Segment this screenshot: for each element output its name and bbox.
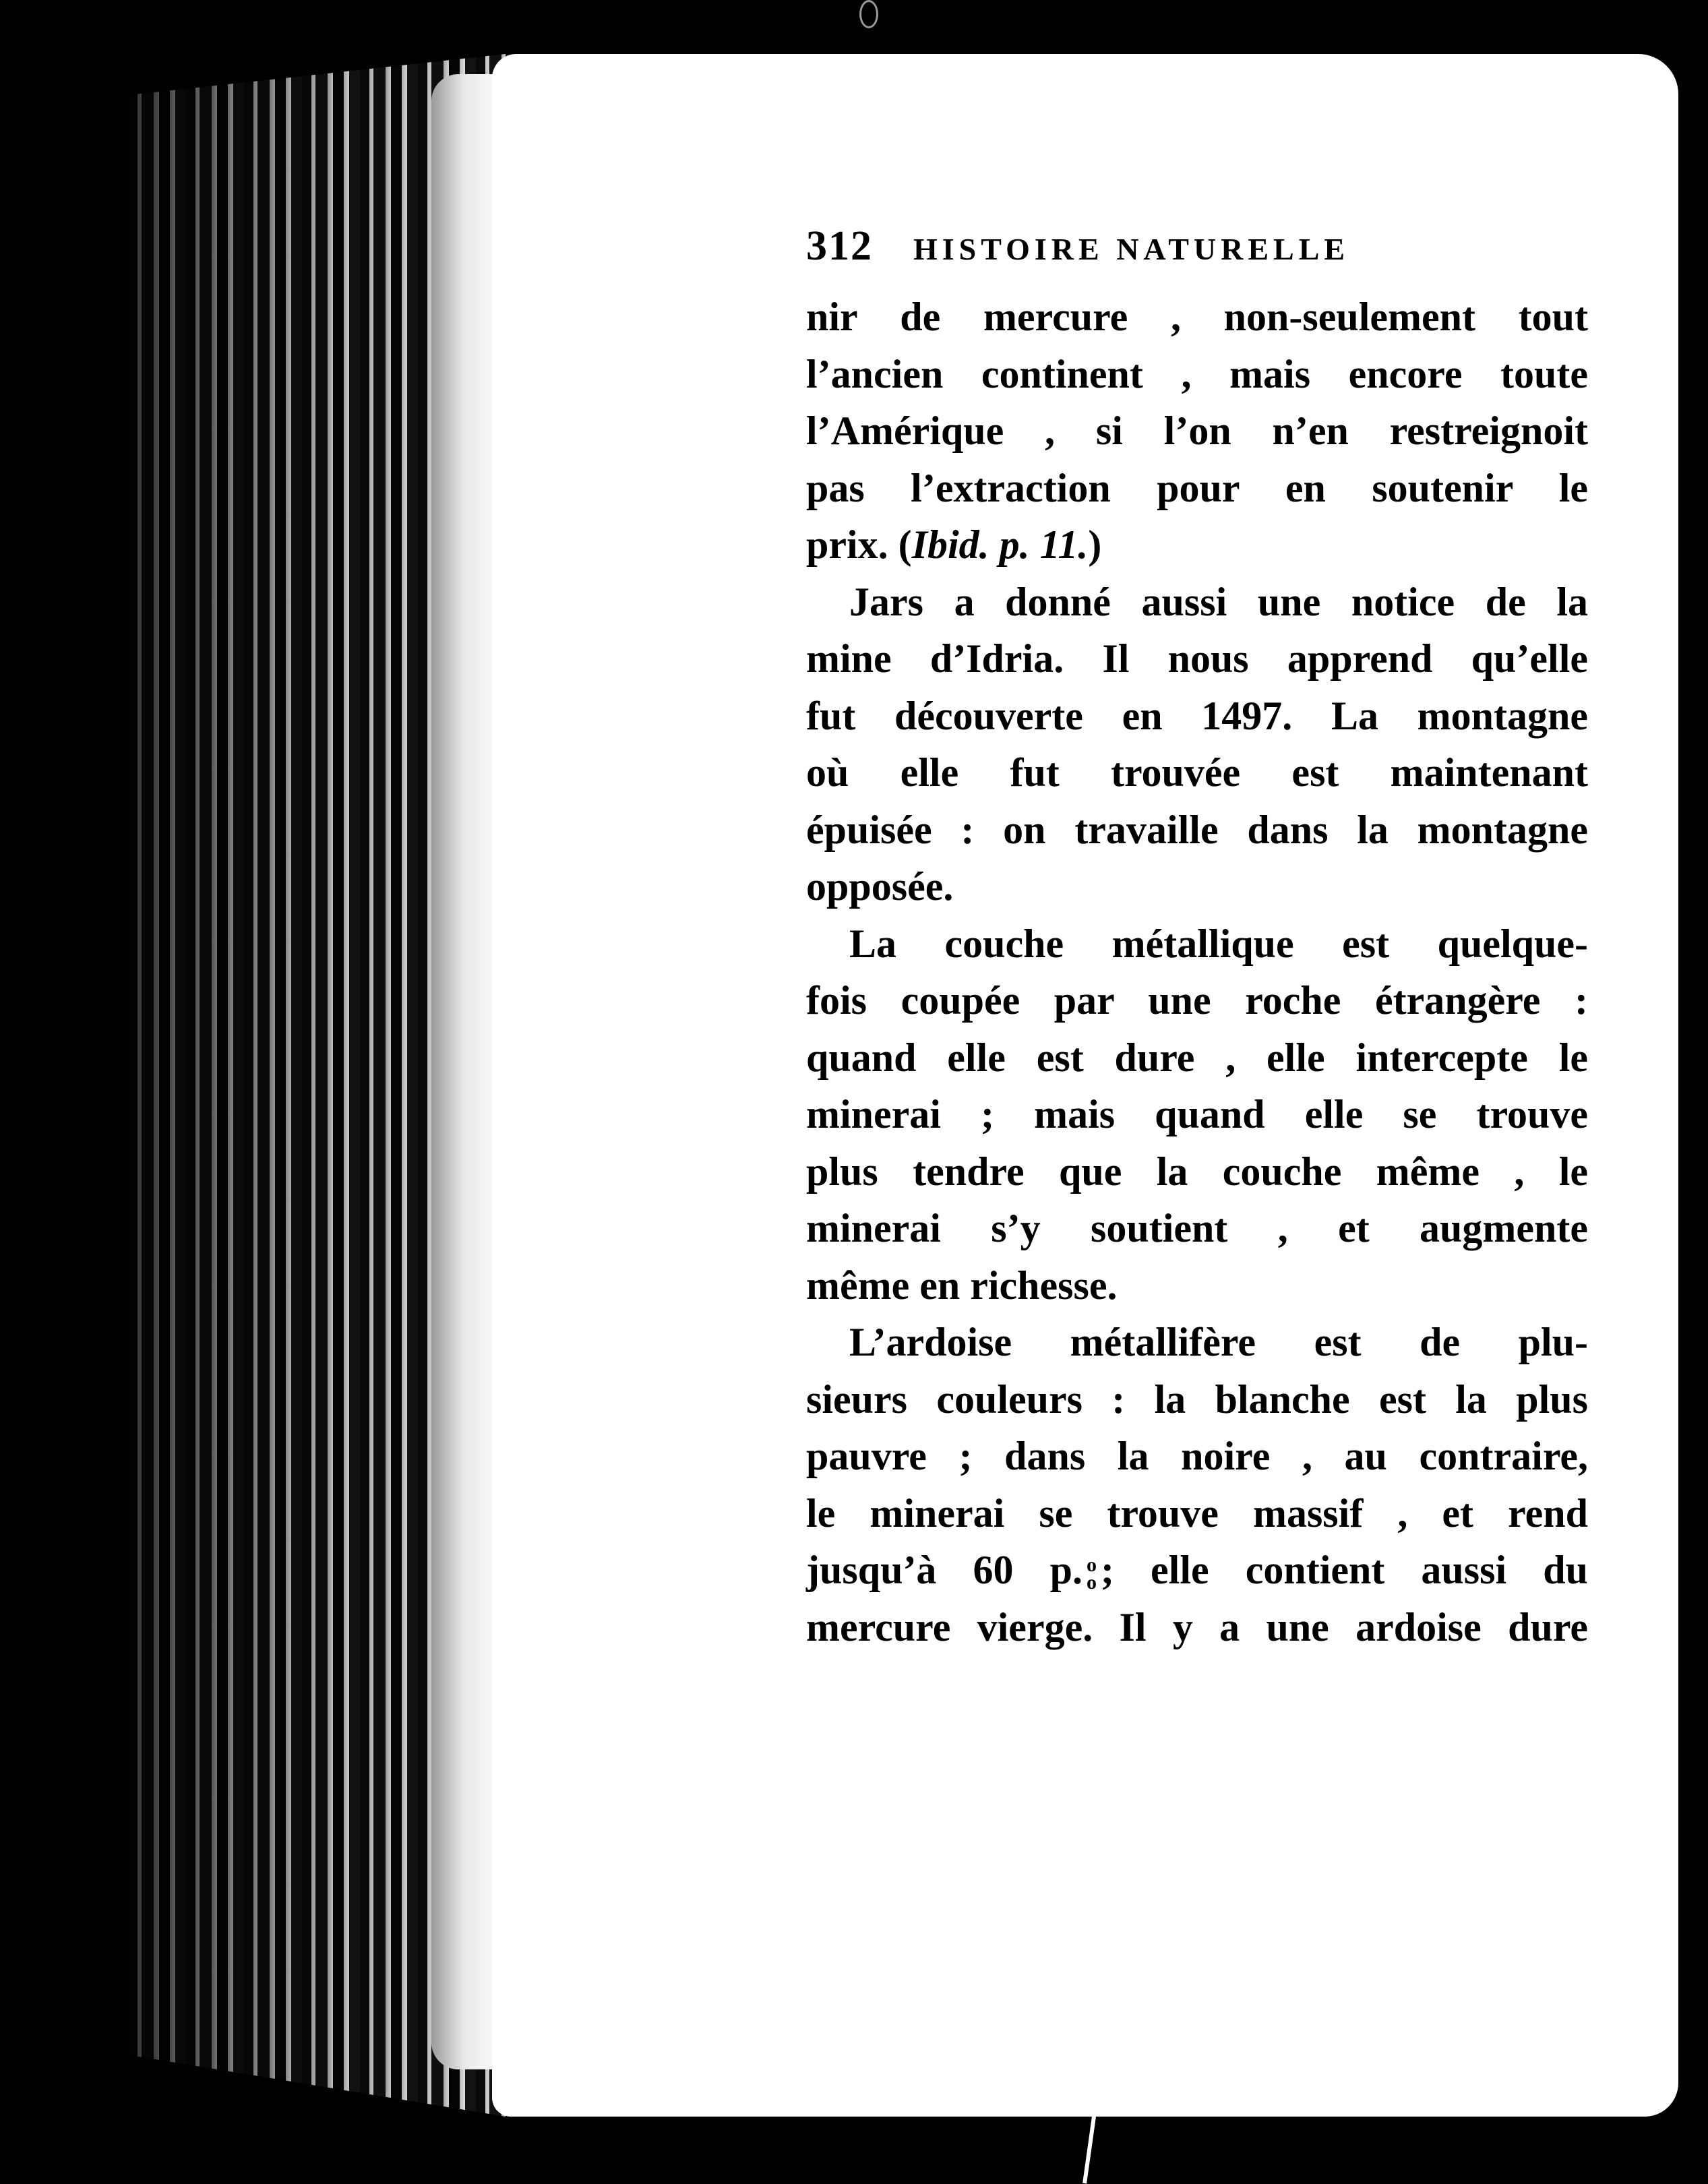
- text-line: mine d’Idria. Il nous apprend qu’elle: [806, 636, 1588, 681]
- fraction-line-start: jusqu’à 60 p.: [806, 1548, 1082, 1592]
- text-line: l’Amérique , si l’on n’en restreignoit: [806, 408, 1588, 453]
- paragraph-2: [806, 574, 1618, 915]
- text-line: mercure vierge. Il y a une ardoise dure: [806, 1604, 1588, 1649]
- text-line: plus tendre que la couche même , le: [806, 1149, 1588, 1194]
- text-line-fraction: [806, 1542, 1588, 1599]
- text-line: fois coupée par une roche étrangère :: [806, 978, 1588, 1023]
- text-line: Jars a donné aussi une notice de la: [849, 579, 1588, 624]
- text-line: épuisée : on travaille dans la montagne: [806, 807, 1588, 852]
- text-line-citation: [806, 516, 1588, 574]
- text-line: pauvre ; dans la noire , au contraire,: [806, 1434, 1588, 1478]
- text-line: le minerai se trouve massif , et rend: [806, 1490, 1588, 1536]
- paragraph-3: [806, 915, 1618, 1314]
- text-line: même en richesse.: [806, 1263, 1118, 1308]
- text-line: l’ancien continent , mais encore toute: [806, 351, 1588, 396]
- paragraph-4: [806, 1314, 1618, 1656]
- text-line: opposée.: [806, 864, 954, 909]
- text-line: minerai s’y soutient , et augmente: [806, 1206, 1588, 1250]
- text-line: pas l’extraction pour en soutenir le: [806, 465, 1588, 510]
- text-line: La couche métallique est quelque-: [849, 921, 1588, 966]
- paragraph-1: [806, 289, 1618, 574]
- percent-bottom: o: [1086, 1571, 1097, 1594]
- text-line: quand elle est dure , elle intercepte le: [806, 1035, 1588, 1080]
- citation-reference: Ibid. p. 11.: [911, 522, 1089, 567]
- text-line: L’ardoise métallifère est de plu-: [849, 1320, 1588, 1364]
- page-text: [806, 222, 1618, 1656]
- scan-mark: [859, 0, 878, 28]
- running-title: HISTOIRE NATURELLE: [913, 232, 1350, 266]
- text-line: où elle fut trouvée est maintenant: [806, 750, 1588, 795]
- citation-close: ): [1088, 522, 1102, 567]
- citation-open: prix. (: [806, 522, 912, 567]
- text-line: minerai ; mais quand elle se trouve: [806, 1092, 1588, 1136]
- text-line: sieurs couleurs : la blanche est la plus: [806, 1376, 1588, 1422]
- text-line: nir de mercure , non-seulement tout: [806, 295, 1588, 339]
- running-head: [806, 222, 1618, 284]
- fraction-line-end: ; elle contient aussi du: [1100, 1548, 1588, 1592]
- text-line: fut découverte en 1497. La montagne: [806, 693, 1588, 738]
- page-number: 312: [806, 223, 873, 269]
- percent-symbol: [1086, 1554, 1097, 1594]
- percent-top: o: [1086, 1554, 1097, 1577]
